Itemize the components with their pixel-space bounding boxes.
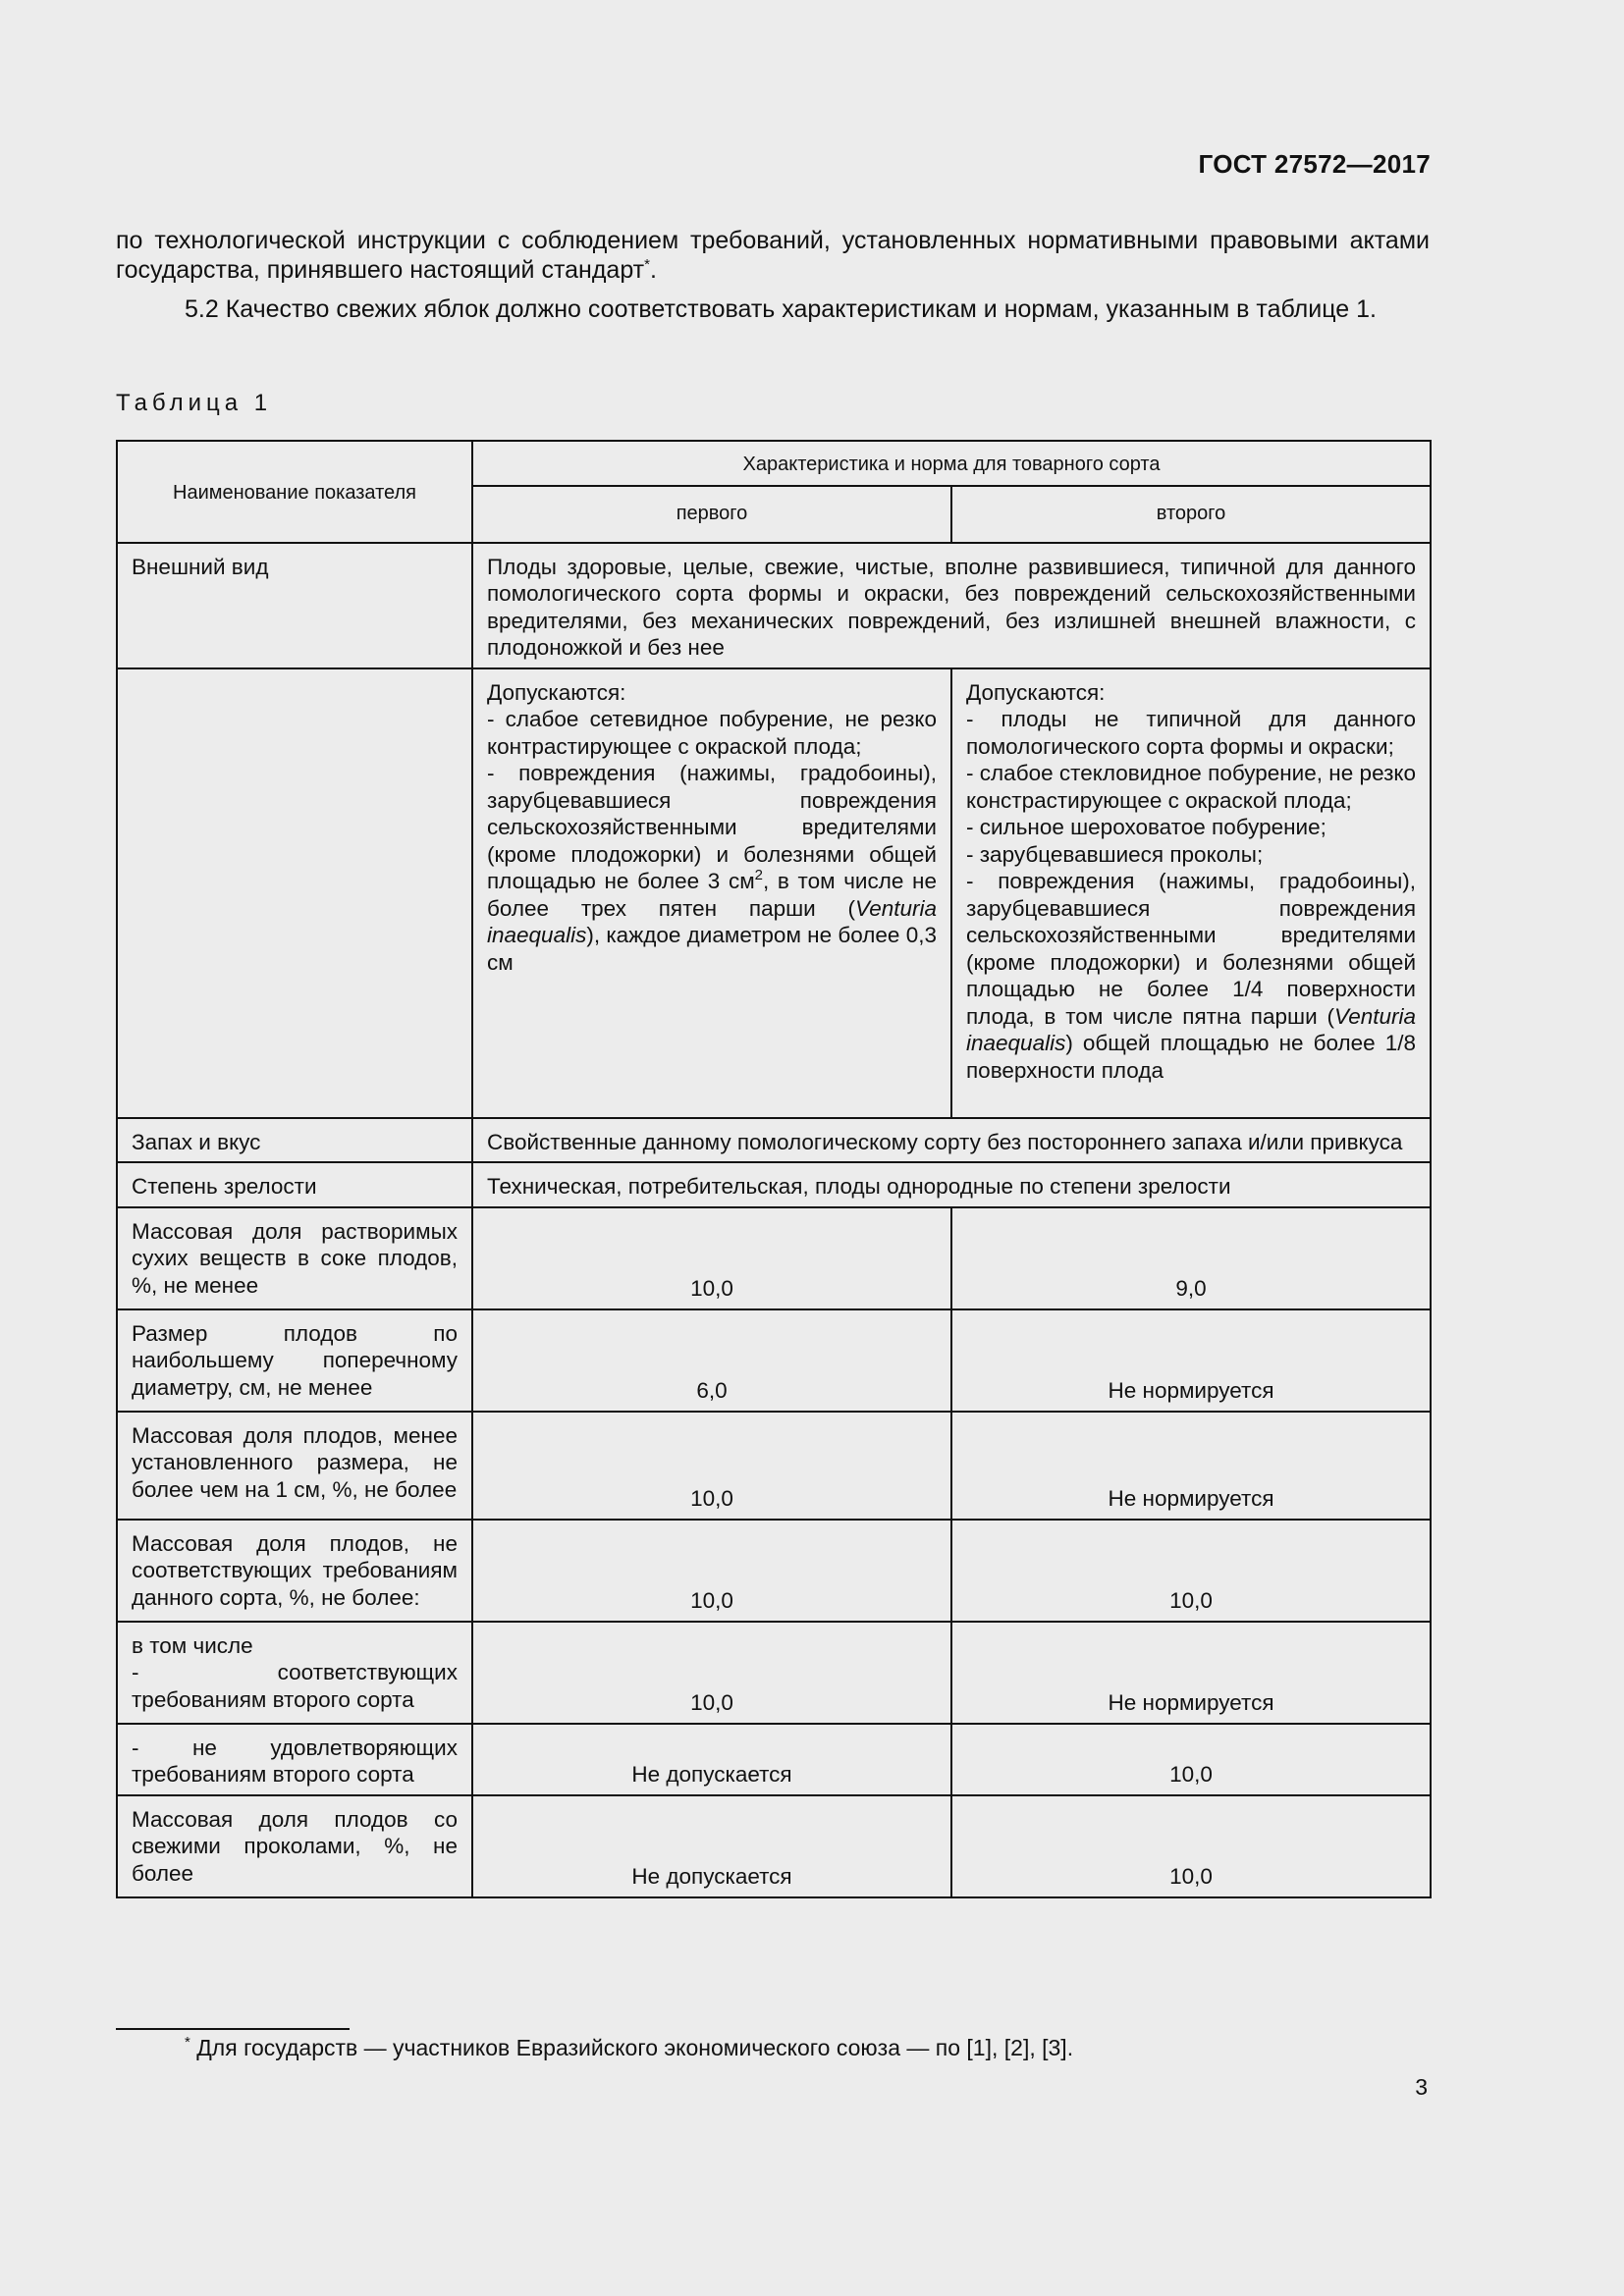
footnote-reference: * [644,256,650,273]
row-label: Массовая доля плодов, менее установленного размера, не более чем на 1 см, %, не более [117,1412,472,1520]
footnote [185,2035,1073,2061]
table-row-appearance [117,543,1431,668]
smell-label: Запах и вкус [117,1118,472,1163]
row-label: Массовая доля растворимых сухих веществ в соке плодов, %, не менее [117,1207,472,1309]
clause-5-2-text: 5.2 Качество свежих яблок должно соответствовать характеристикам и нормам, указанным в таблице 1. [185,295,1377,323]
row-first-value: Не допускается [472,1795,951,1897]
table-row-fresh-punctures [117,1795,1431,1897]
intro-paragraph [116,226,1430,285]
row-first-value: 10,0 [472,1412,951,1520]
allowed-second-item-5: - повреждения (нажимы, градобоины), зарубцевавшиеся повреждения сельскохозяйственными вредителями (кроме плодожорки) и болезнями общей площадью не более 1/4 поверхности плода, в том числе пятна парши (Venturia inaequalis) общей площадью не более 1/8 поверхности плода [966,869,1417,1083]
row-first-value: 10,0 [472,1622,951,1724]
allowed-second-grade [951,668,1431,1118]
row-label: Размер плодов по наибольшему поперечному диаметру, см, не менее [117,1309,472,1412]
ripeness-label: Степень зрелости [117,1162,472,1207]
row-first-value: 10,0 [472,1207,951,1309]
table-row-soluble-solids [117,1207,1431,1309]
intro-end: . [649,256,657,284]
ripeness-value: Техническая, потребительская, плоды однородные по степени зрелости [472,1162,1431,1207]
row-first-value: 10,0 [472,1520,951,1622]
allowed-label-empty [117,668,472,1118]
row-second-value: Не нормируется [951,1622,1431,1724]
row-second-value: 10,0 [951,1724,1431,1795]
row-second-value: Не нормируется [951,1309,1431,1412]
table-row-second-grade-noncompliant [117,1724,1431,1795]
appearance-value: Плоды здоровые, целые, свежие, чистые, вполне развившиеся, типичной для данного помологического сорта формы и окраски, без повреждений сельскохозяйственными вредителями, без механических повреждений, без излишней внешней влажности, с плодоножкой и без нее [472,543,1431,668]
row-label: Массовая доля плодов, не соответствующих требованиям данного сорта, %, не более: [117,1520,472,1622]
row-second-value: 9,0 [951,1207,1431,1309]
table-row-fruit-size [117,1309,1431,1412]
row-second-value: 10,0 [951,1795,1431,1897]
document-code: ГОСТ 27572—2017 [1198,149,1431,179]
header-first-grade: первого [472,486,951,543]
intro-text: по технологической инструкции с соблюдением требований, установленных нормативными правовыми актами государства, принявшего настоящий стандарт [116,227,1430,284]
page-number: 3 [1415,2074,1428,2100]
table-row-ripeness [117,1162,1431,1207]
allowed-second-item-2: - слабое стекловидное побурение, не резко констрастирующее с окраской плода; [966,761,1417,813]
table-caption: Таблица 1 [116,390,273,416]
allowed-second-item-3: - сильное шероховатое побурение; [966,815,1326,839]
row-label: Массовая доля плодов со свежими проколами, %, не более [117,1795,472,1897]
table-header-row [117,441,1431,486]
allowed-first-item-1: - слабое сетевидное побурение, не резко контрастирующее с окраской плода; [487,707,937,759]
table-row-undersize [117,1412,1431,1520]
table-row-allowed [117,668,1431,1118]
allowed-first-item-2: - повреждения (нажимы, градобоины), зарубцевавшиеся повреждения сельскохозяйственными вредителями (кроме плодожорки) и болезнями общей площадью не более 3 $см^2$, в том числе не более трех пятен парши (Venturia inaequalis), каждое диаметром не более 0,3 см [487,761,937,975]
table-row-nonconforming [117,1520,1431,1622]
smell-value: Свойственные данному помологическому сорту без постороннего запаха и/или привкуса [472,1118,1431,1163]
header-indicator: Наименование показателя [117,441,472,543]
appearance-label: Внешний вид [117,543,472,668]
row-first-value: 6,0 [472,1309,951,1412]
row-label: - не удовлетворяющих требованиям второго сорта [117,1724,472,1795]
row-first-value: Не допускается [472,1724,951,1795]
footnote-divider [116,2028,350,2030]
row-label: в том числе - соответствующих требованиям второго сорта [117,1622,472,1724]
allowed-second-heading: Допускаются: [966,679,1106,705]
footnote-text: Для государств — участников Евразийского экономического союза — по [1], [2], [3]. [189,2035,1074,2060]
allowed-second-item-1: - плоды не типичной для данного помологического сорта формы и окраски; [966,707,1417,759]
table-row-smell [117,1118,1431,1163]
row-second-value: Не нормируется [951,1412,1431,1520]
allowed-first-grade [472,668,951,1118]
clause-5-2 [116,294,1430,324]
quality-table [116,440,1432,1898]
footnote-mark: * [185,2034,190,2051]
header-second-grade: второго [951,486,1431,543]
row-second-value: 10,0 [951,1520,1431,1622]
header-grade-group: Характеристика и норма для товарного сорта [472,441,1431,486]
allowed-second-item-4: - зарубцевавшиеся проколы; [966,841,1264,867]
table-row-second-grade-compliant [117,1622,1431,1724]
allowed-first-heading: Допускаются: [487,679,626,705]
